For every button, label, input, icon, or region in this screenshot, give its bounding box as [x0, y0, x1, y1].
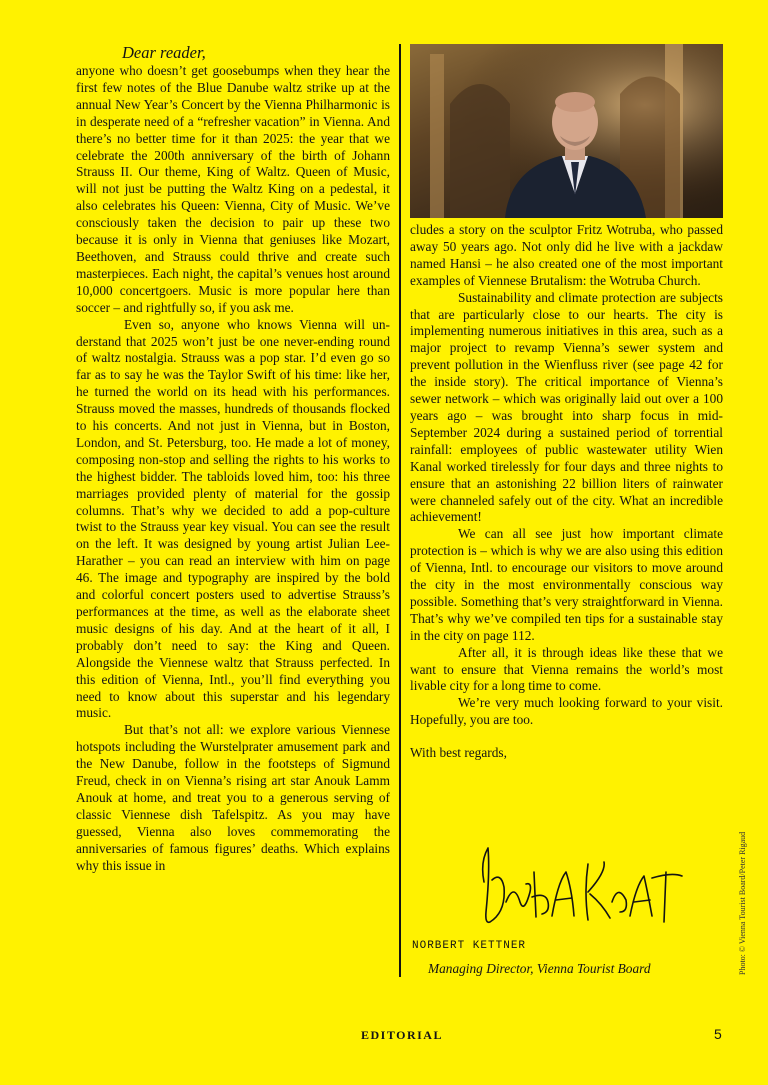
section-label: EDITORIAL — [361, 1028, 443, 1042]
body-paragraph: cludes a story on the sculptor Fritz Wotruba, who passed away 50 years ago. Not only did he live with a jackdaw named Hansi – he also created one of the most important examples of Viennese Brutalism: the Wotruba Church. — [410, 222, 723, 288]
body-paragraph: anyone who doesn’t get goosebumps when they hear the first few notes of the Blue Danube waltz strike up at the annual New Year’s Concert by the Vienna Philharmonic is in desperate need of a “refresher vacation” in Vienna. And there’s no better time for it than 2025: the year that we celebrate the 200th anniversary of the birth of Johann Strauss II. Our theme, King of Waltz. Queen of Music, will not just be putting the Waltz King on a pedestal, it also celebrates his Queen: Vienna, City of Music. We’ve consciously taken the decision to pair up these two because it is only in Vienna that geniuses like Mozart, Beethoven, and Strauss could thrive and create such masterpieces. Each night, the capital’s venues host around 10,000 concertgoers. Music is more popular here than soccer – and rightfully so, if you ask me. — [76, 63, 390, 315]
author-role: Managing Director, Vienna Tourist Board — [428, 961, 651, 976]
portrait-illustration — [410, 44, 723, 218]
right-column — [410, 222, 723, 762]
body-paragraph: We can all see just how important climate protection is – which is why we are also using this edition of Vienna, Intl. to encourage our visitors to move around the city in the most environmentally conscious way possible. Something that’s very straightforward in Vienna. That’s why we’ve compiled ten tips for a sustainable stay in the city on page 112. — [410, 526, 723, 643]
page-number: 5 — [714, 1026, 722, 1042]
author-portrait-photo — [410, 44, 723, 218]
greeting: Dear reader, — [122, 43, 206, 62]
left-column — [76, 43, 390, 875]
photo-credit: Photo: © Vienna Tourist Board/Peter Rigaud — [738, 831, 747, 975]
body-paragraph: We’re very much looking forward to your visit. Hopefully, you are too. — [410, 695, 723, 728]
author-name: NORBERT KETTNER — [412, 940, 527, 952]
signoff: With best regards, — [410, 745, 507, 761]
body-paragraph: But that’s not all: we explore various Viennese hotspots including the Wurstelprater amusement park and the New Danube, follow in the footsteps of Sigmund Freud, check in on Vienna’s rising art star Anouk Lamm Anouk at home, and treat you to a generous serving of classic Viennese dish Tafelspitz. As you may have guessed, Vienna also loves commemorating the anniversaries of famous figures’ deaths. Which explains why this issue in — [76, 722, 390, 873]
column-divider — [399, 44, 401, 977]
body-paragraph: Even so, anyone who knows Vienna will understand that 2025 won’t just be one never-ending round of waltz nostalgia. Strauss was a pop star. I’d even go so far as to say he was the Taylor Swift of his time: like her, he turned the world on its head with his performances. Strauss moved the masses, hundreds of thousands flocked to his concerts. And not just in Vienna, but in Boston, London, and St. Petersburg, too. He made a lot of money, composing non-stop and selling the rights to his works to the highest bidder. The tabloids loved him, too: his three marriages provided plenty of material for the gossip columns. That’s why we decided to add a pop-culture twist to the Strauss year key visual. You can see the result on the left. It was designed by young artist Julian Lee-Harather – you can read an interview with him on page 46. The image and typography are inspired by the bold and colorful concert posters used to advertise Strauss’s performances at the time, as well as the elaborate sheet music designs of his day. And at the heart of it all, I probably don’t need to say: the King and Queen. Alongside the Viennese waltz that Strauss perfected. In this edition of Vienna, Intl., you’ll find everything you need to know about this superstar and his legendary music. — [76, 316, 390, 721]
signature-image — [476, 842, 686, 932]
body-paragraph: After all, it is through ideas like these that we want to ensure that Vienna remains the world’s most livable city for a long time to come. — [410, 644, 723, 694]
body-paragraph: Sustainability and climate protection are subjects that are particularly close to our hearts. The city is implementing numerous initiatives in this area, such as a major project to revamp Vienna’s sewer system and prevent pollution in the Wienfluss river (see page 42 for the inside story). The critical importance of Vienna’s sewer network – which was originally laid out over a 100 years ago – was brought into sharp focus in mid-September 2024 during a sustained period of torrential rainfall: employees of public wastewater utility Wien Kanal worked tirelessly for four days and three nights to ensure that an astonishing 22 billion liters of rainwater were channeled safely out of the city. What an incredible achievement! — [410, 289, 723, 525]
